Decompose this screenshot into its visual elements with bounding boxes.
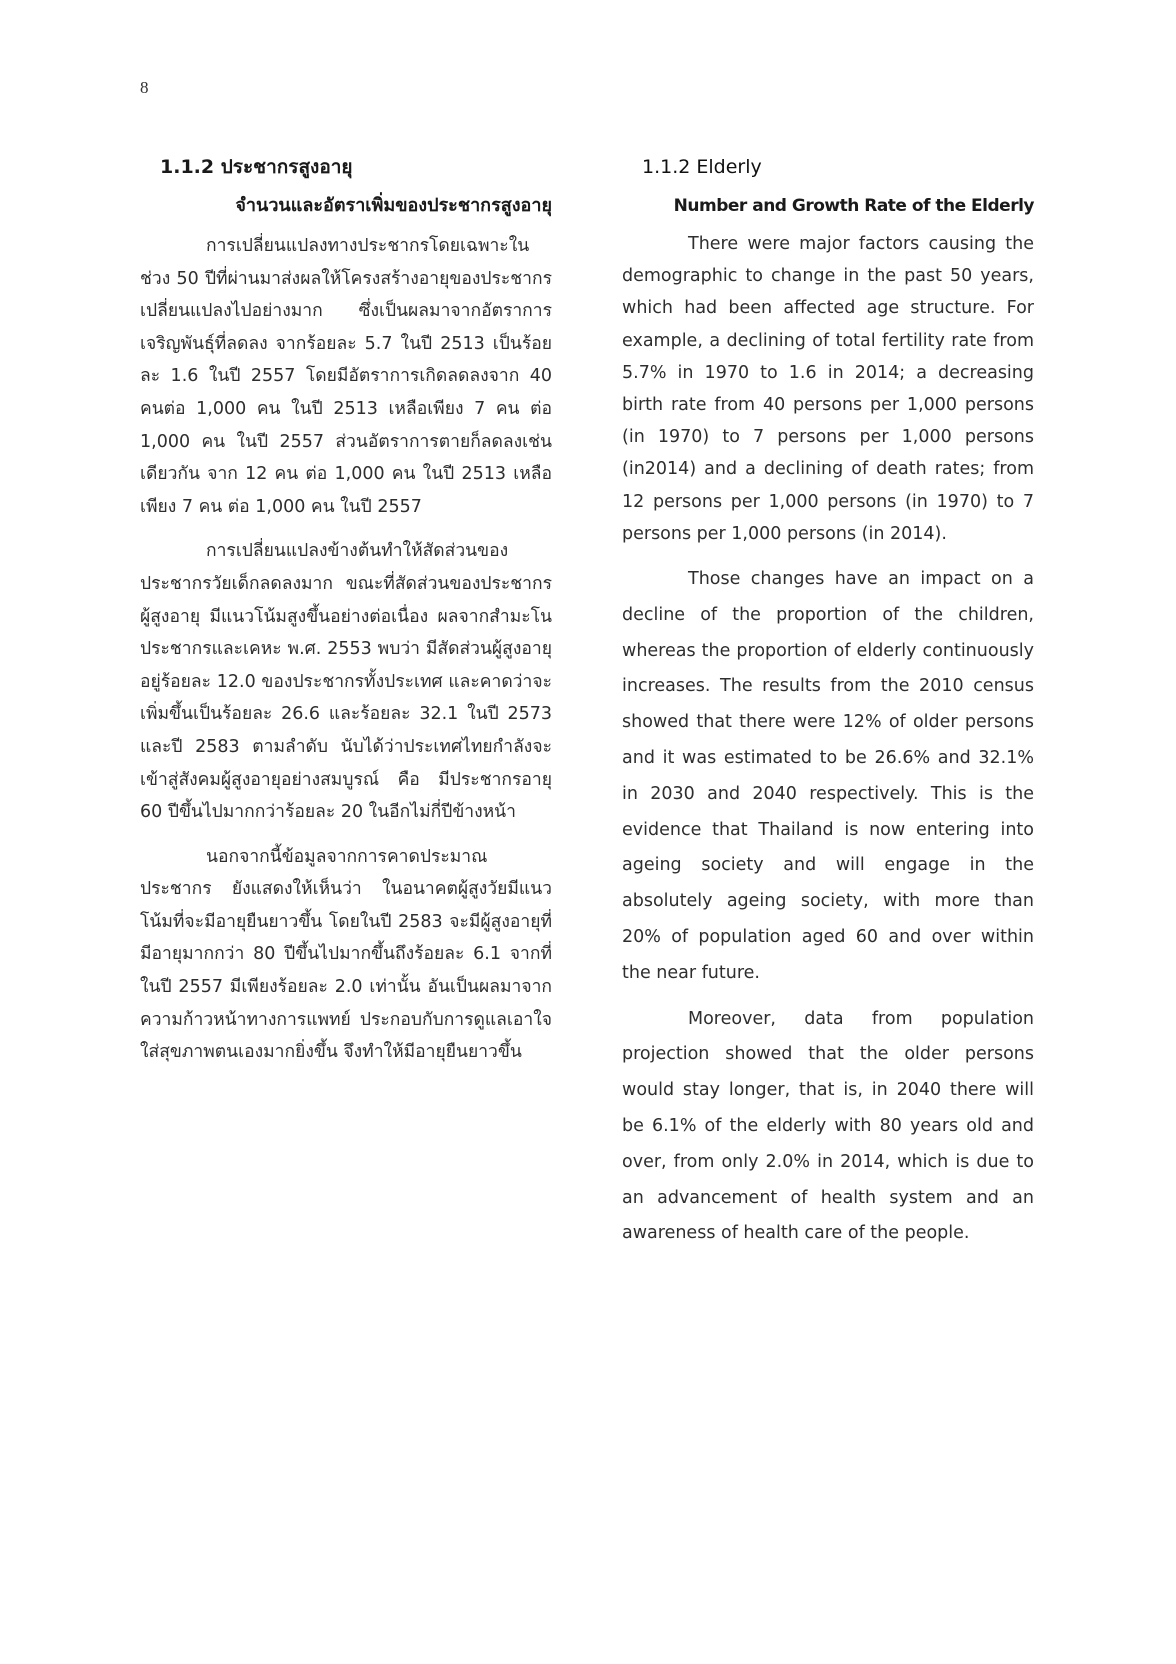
english-column — [622, 150, 1034, 1252]
page-number: 8 — [140, 78, 149, 97]
thai-paragraph-3: นอกจากนี้ข้อมูลจากการคาดประมาณประชากร ยังแสดงให้เห็นว่า ในอนาคตผู้สูงวัยมีแนวโน้มที่จะมีอายุยืนยาวขึ้น โดยในปี 2583 จะมีผู้สูงอายุที่มีอายุมากกว่า 80 ปีขึ้นไปมากขึ้นถึงร้อยละ 6.1 จากที่ในปี 2557 มีเพียงร้อยละ 2.0 เท่านั้น อันเป็นผลมาจากความก้าวหน้าทางการแพทย์ ประกอบกับการดูแลเอาใจใส่สุขภาพตนเองมากยิ่งขึ้น จึงทำให้มีอายุยืนยาวขึ้น — [140, 846, 552, 1063]
thai-paragraph-1: การเปลี่ยนแปลงทางประชากรโดยเฉพาะในช่วง 50 ปีที่ผ่านมาส่งผลให้โครงสร้างอายุของประชากรเปลี่ยนแปลงไปอย่างมาก ซึ่งเป็นผลมาจากอัตราการเจริญพันธุ์ที่ลดลง จากร้อยละ 5.7 ในปี 2513 เป็นร้อยละ 1.6 ในปี 2557 โดยมีอัตราการเกิดลดลงจาก 40 คนต่อ 1,000 คน ในปี 2513 เหลือเพียง 7 คน ต่อ 1,000 คน ในปี 2557 ส่วนอัตราการตายก็ลดลงเช่นเดียวกัน จาก 12 คน ต่อ 1,000 คน ในปี 2513 เหลือเพียง 7 คน ต่อ 1,000 คน ในปี 2557 — [140, 236, 552, 517]
thai-section-title: 1.1.2 ประชากรสูงอายุ — [160, 156, 353, 178]
english-paragraph-1: There were major factors causing the demographic to change in the past 50 years, which had been affected age structure. For example, a declining of total fertility rate from 5.7% in 1970 to 1.6 in 2014; a decreasing birth rate from 40 persons per 1,000 persons (in 1970) to 7 persons per 1,000 persons (in2014) and a declining of death rates; from 12 persons per 1,000 persons (in 1970) to 7 persons per 1,000 persons (in 2014). — [622, 234, 1034, 544]
thai-column — [140, 150, 552, 1069]
thai-subsection-title: จำนวนและอัตราเพิ่มของประชากรสูงอายุ — [235, 195, 552, 216]
english-paragraph-2: Those changes have an impact on a decline of the proportion of the children, whereas the proportion of elderly continuously increases. The results from the 2010 census showed that there were 12% of older persons and it was estimated to be 26.6% and 32.1% in 2030 and 2040 respectively. This is the evidence that Thailand is now entering into ageing society and will engage in the absolutely ageing society, with more than 20% of population aged 60 and over within the near future. — [622, 569, 1034, 983]
thai-paragraph-2: การเปลี่ยนแปลงข้างต้นทำให้สัดส่วนของประชากรวัยเด็กลดลงมาก ขณะที่สัดส่วนของประชากรผู้สูงอายุ มีแนวโน้มสูงขึ้นอย่างต่อเนื่อง ผลจากสำมะโนประชากรและเคหะ พ.ศ. 2553 พบว่า มีสัดส่วนผู้สูงอายุอยู่ร้อยละ 12.0 ของประชากรทั้งประเทศ และคาดว่าจะเพิ่มขึ้นเป็นร้อยละ 26.6 และร้อยละ 32.1 ในปี 2573 และปี 2583 ตามลำดับ นับได้ว่าประเทศไทยกำลังจะเข้าสู่สังคมผู้สูงอายุอย่างสมบูรณ์ คือ มีประชากรอายุ 60 ปีขึ้นไปมากกว่าร้อยละ 20 ในอีกไม่กี่ปีข้างหน้า — [140, 541, 552, 823]
english-paragraph-3: Moreover, data from population projection showed that the older persons would stay longer, that is, in 2040 there will be 6.1% of the elderly with 80 years old and over, from only 2.0% in 2014, which is due to an advancement of health system and an awareness of health care of the people. — [622, 1008, 1034, 1244]
english-subsection-title: Number and Growth Rate of the Elderly — [673, 196, 1034, 216]
english-section-title: 1.1.2 Elderly — [642, 156, 762, 178]
